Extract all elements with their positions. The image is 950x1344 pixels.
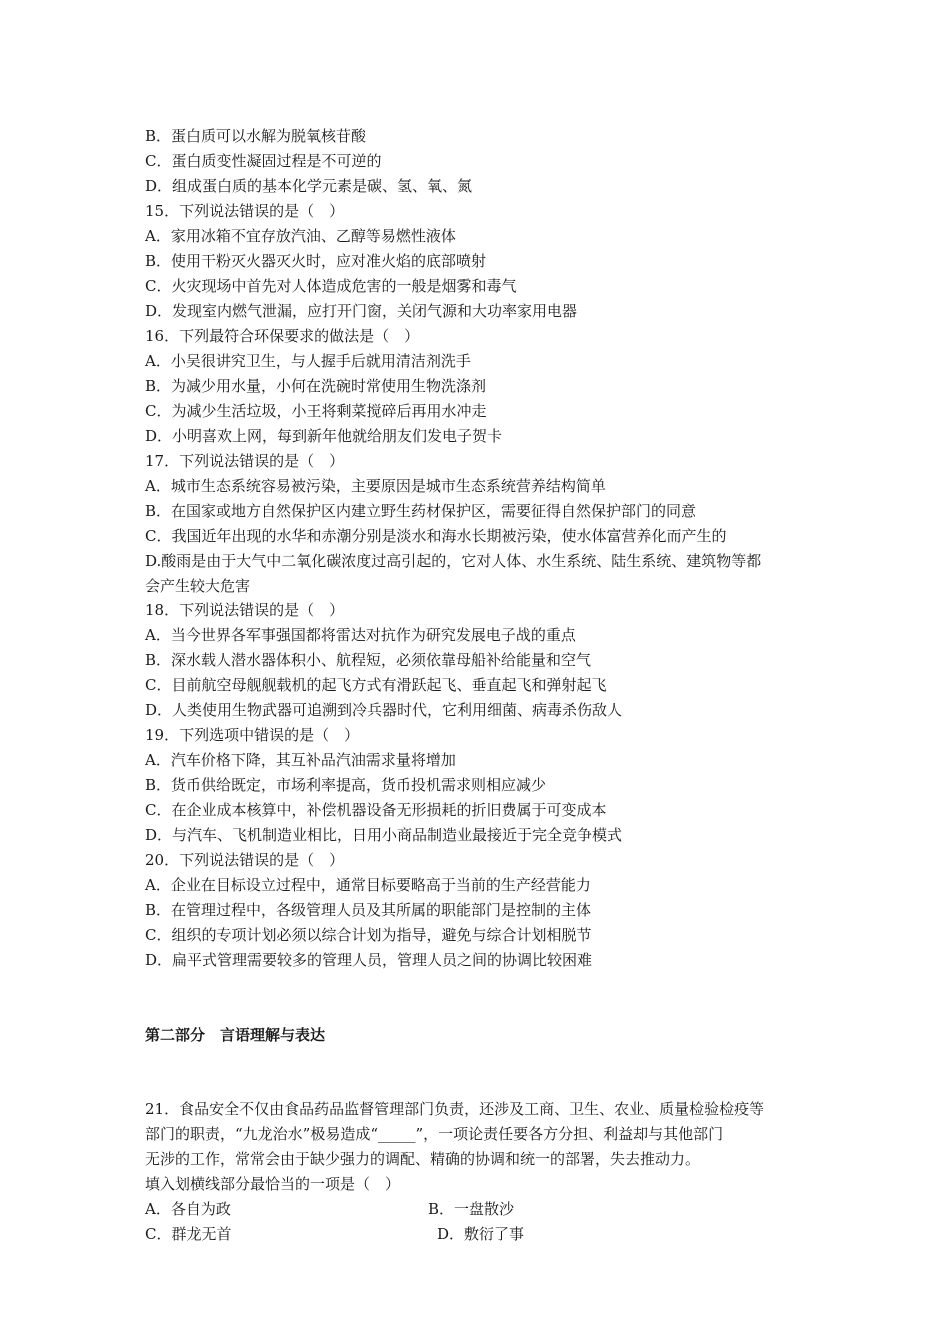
q21-stem-line-2: 部门的职责，“九龙治水”极易造成“_____”，一项论责任要各方分担、利益却与其他部门 [145, 1125, 724, 1143]
q18-option-d: D．人类使用生物武器可追溯到冷兵器时代，它利用细菌、病毒杀伤敌人 [145, 701, 623, 719]
q15-option-c: C．火灾现场中首先对人体造成危害的一般是烟雾和毒气 [145, 277, 517, 295]
q20-stem: 20．下列说法错误的是（ ） [145, 851, 345, 869]
q19-option-b: B．货币供给既定，市场利率提高，货币投机需求则相应减少 [145, 776, 547, 794]
section-heading: 第二部分 言语理解与表达 [145, 1026, 326, 1044]
q15-option-a: A．家用冰箱不宜存放汽油、乙醇等易燃性液体 [145, 227, 456, 245]
q15-stem: 15．下列说法错误的是（ ） [145, 202, 345, 220]
q17-option-c: C．我国近年出现的水华和赤潮分别是淡水和海水长期被污染，使水体富营养化而产生的 [145, 527, 727, 545]
q18-stem: 18．下列说法错误的是（ ） [145, 601, 345, 619]
q18-option-b: B．深水载人潜水器体积小、航程短，必须依靠母船补给能量和空气 [145, 651, 592, 669]
q15-option-b: B．使用干粉灭火器灭火时，应对准火焰的底部喷射 [145, 252, 487, 270]
q21-stem-line-3: 无涉的工作，常常会由于缺少强力的调配、精确的协调和统一的部署，失去推动力。 [145, 1150, 701, 1168]
q14-option-d: D．组成蛋白质的基本化学元素是碳、氢、氧、氮 [145, 177, 473, 195]
q19-stem: 19．下列选项中错误的是（ ） [145, 726, 360, 744]
q19-option-a: A．汽车价格下降，其互补品汽油需求量将增加 [145, 751, 456, 769]
q21-option-c: C．群龙无首 [145, 1225, 232, 1243]
q14-option-b: B．蛋白质可以水解为脱氧核苷酸 [145, 127, 367, 145]
q20-option-d: D．扁平式管理需要较多的管理人员，管理人员之间的协调比较困难 [145, 951, 593, 969]
q21-stem-line-1: 21．食品安全不仅由食品药品监督管理部门负责，还涉及工商、卫生、农业、质量检验检疫等 [145, 1100, 765, 1118]
q20-option-c: C．组织的专项计划必须以综合计划为指导，避免与综合计划相脱节 [145, 926, 592, 944]
q20-option-b: B．在管理过程中，各级管理人员及其所属的职能部门是控制的主体 [145, 901, 592, 919]
q21-prompt: 填入划横线部分最恰当的一项是（ ） [145, 1175, 401, 1193]
q17-option-a: A．城市生态系统容易被污染，主要原因是城市生态系统营养结构简单 [145, 477, 606, 495]
q16-option-c: C．为减少生活垃圾，小王将剩菜搅碎后再用水冲走 [145, 402, 487, 420]
q17-option-d: D.酸雨是由于大气中二氧化碳浓度过高引起的，它对人体、水生系统、陆生系统、建筑物等都 [145, 552, 762, 570]
q19-option-d: D．与汽车、飞机制造业相比，日用小商品制造业最接近于完全竞争模式 [145, 826, 623, 844]
q21-option-a: A．各自为政 [145, 1200, 231, 1218]
q16-option-a: A．小吴很讲究卫生，与人握手后就用清洁剂洗手 [145, 352, 471, 370]
q17-option-d-continued: 会产生较大危害 [145, 577, 251, 595]
q17-option-b: B．在国家或地方自然保护区内建立野生药材保护区，需要征得自然保护部门的同意 [145, 502, 697, 520]
q16-option-b: B．为减少用水量，小何在洗碗时常使用生物洗涤剂 [145, 377, 487, 395]
q21-option-b: B．一盘散沙 [428, 1200, 515, 1218]
q21-option-d: D．敷衍了事 [437, 1225, 525, 1243]
q16-option-d: D．小明喜欢上网，每到新年他就给朋友们发电子贺卡 [145, 427, 503, 445]
q18-option-a: A．当今世界各军事强国都将雷达对抗作为研究发展电子战的重点 [145, 626, 576, 644]
q20-option-a: A．企业在目标设立过程中，通常目标要略高于当前的生产经营能力 [145, 876, 591, 894]
q14-option-c: C．蛋白质变性凝固过程是不可逆的 [145, 152, 382, 170]
q19-option-c: C．在企业成本核算中，补偿机器设备无形损耗的折旧费属于可变成本 [145, 801, 607, 819]
q17-stem: 17．下列说法错误的是（ ） [145, 452, 345, 470]
q15-option-d: D．发现室内燃气泄漏，应打开门窗，关闭气源和大功率家用电器 [145, 302, 578, 320]
q18-option-c: C．目前航空母舰舰载机的起飞方式有滑跃起飞、垂直起飞和弹射起飞 [145, 676, 607, 694]
q16-stem: 16．下列最符合环保要求的做法是（ ） [145, 327, 420, 345]
